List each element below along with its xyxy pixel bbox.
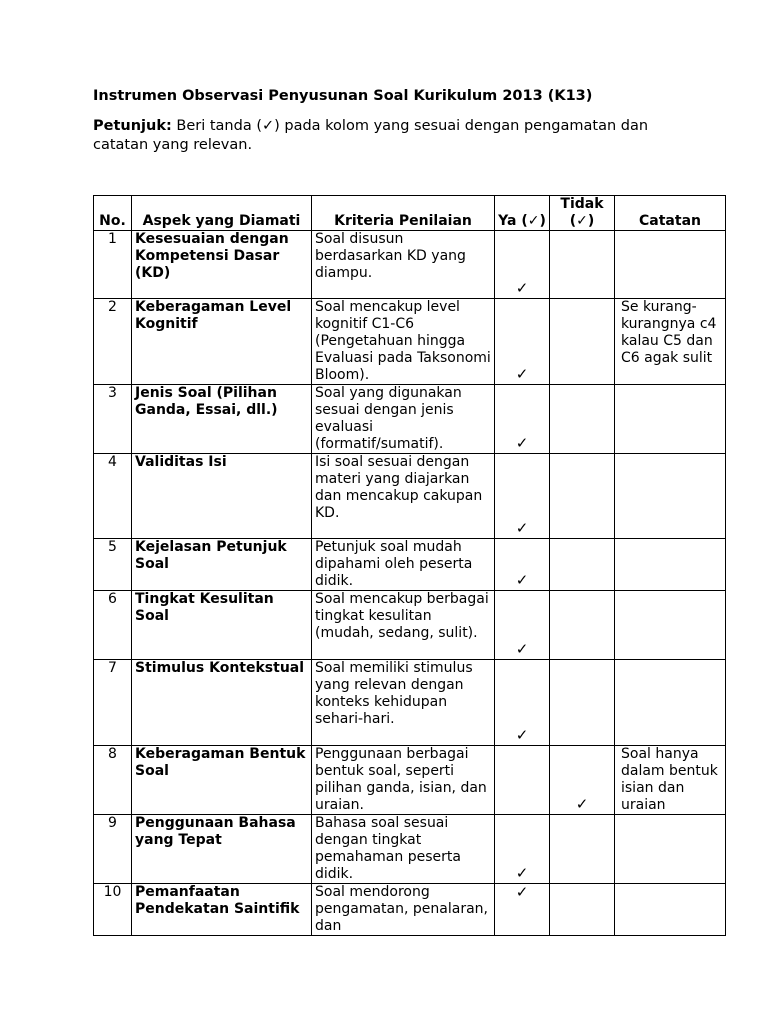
row-catatan: [615, 231, 726, 299]
row-tidak: [550, 385, 615, 454]
table-header-row: [94, 196, 726, 231]
header-catatan: Catatan: [615, 196, 726, 231]
row-kriteria: Bahasa soal sesuai dengan tingkat pemahaman peserta didik.: [312, 815, 495, 884]
check-mark-icon: ✓: [515, 726, 529, 744]
instructions: [93, 117, 693, 155]
row-no: 9: [94, 815, 132, 884]
row-ya: [495, 746, 550, 815]
row-no: 3: [94, 385, 132, 454]
check-mark-icon: ✓: [515, 279, 529, 297]
row-catatan: [615, 884, 726, 936]
row-aspek: Keberagaman Level Kognitif: [132, 299, 312, 385]
row-aspek: Kejelasan Petunjuk Soal: [132, 539, 312, 591]
row-catatan: [615, 660, 726, 746]
check-mark-icon: ✓: [515, 434, 529, 452]
instructions-label: Petunjuk:: [93, 118, 172, 134]
row-catatan: [615, 815, 726, 884]
header-no: No.: [94, 196, 132, 231]
row-aspek: Validitas Isi: [132, 454, 312, 539]
row-no: 1: [94, 231, 132, 299]
row-ya: [495, 299, 550, 385]
check-mark-icon: ✓: [515, 883, 529, 901]
row-ya: [495, 385, 550, 454]
row-aspek: Stimulus Kontekstual: [132, 660, 312, 746]
row-ya: [495, 454, 550, 539]
row-kriteria: Soal mendorong pengamatan, penalaran, dan: [312, 884, 495, 936]
header-ya: Ya (✓): [495, 196, 550, 231]
row-tidak: [550, 591, 615, 660]
table-row: [94, 231, 726, 299]
row-kriteria: Soal yang digunakan sesuai dengan jenis evaluasi (formatif/sumatif).: [312, 385, 495, 454]
row-tidak: [550, 231, 615, 299]
table-row: [94, 660, 726, 746]
table-row: [94, 385, 726, 454]
row-aspek: Jenis Soal (Pilihan Ganda, Essai, dll.): [132, 385, 312, 454]
row-ya: [495, 591, 550, 660]
check-mark-icon: ✓: [515, 519, 529, 537]
row-ya: [495, 815, 550, 884]
row-no: 4: [94, 454, 132, 539]
row-tidak: [550, 660, 615, 746]
header-kriteria: Kriteria Penilaian: [312, 196, 495, 231]
row-catatan: Se kurang-kurangnya c4 kalau C5 dan C6 agak sulit: [615, 299, 726, 385]
row-catatan: [615, 539, 726, 591]
check-mark-icon: ✓: [515, 571, 529, 589]
row-catatan: Soal hanya dalam bentuk isian dan uraian: [615, 746, 726, 815]
check-mark-icon: ✓: [575, 795, 589, 813]
row-no: 10: [94, 884, 132, 936]
table-row: [94, 539, 726, 591]
table-row: [94, 815, 726, 884]
row-tidak: [550, 539, 615, 591]
header-aspek: Aspek yang Diamati: [132, 196, 312, 231]
row-kriteria: Petunjuk soal mudah dipahami oleh peserta didik.: [312, 539, 495, 591]
header-tidak: Tidak (✓): [550, 196, 615, 231]
row-no: 6: [94, 591, 132, 660]
row-tidak: [550, 299, 615, 385]
row-aspek: Pemanfaatan Pendekatan Saintifik: [132, 884, 312, 936]
row-kriteria: Soal disusun berdasarkan KD yang diampu.: [312, 231, 495, 299]
row-kriteria: Soal memiliki stimulus yang relevan dengan konteks kehidupan sehari-hari.: [312, 660, 495, 746]
table-row: [94, 591, 726, 660]
instructions-text: Beri tanda (✓) pada kolom yang sesuai dengan pengamatan dan catatan yang relevan.: [93, 118, 649, 153]
row-kriteria: Isi soal sesuai dengan materi yang diajarkan dan mencakup cakupan KD.: [312, 454, 495, 539]
row-tidak: [550, 454, 615, 539]
row-no: 8: [94, 746, 132, 815]
row-tidak: [550, 746, 615, 815]
row-no: 2: [94, 299, 132, 385]
row-no: 5: [94, 539, 132, 591]
row-ya: [495, 539, 550, 591]
table-row: [94, 454, 726, 539]
row-aspek: Tingkat Kesulitan Soal: [132, 591, 312, 660]
row-kriteria: Soal mencakup berbagai tingkat kesulitan (mudah, sedang, sulit).: [312, 591, 495, 660]
row-kriteria: Soal mencakup level kognitif C1-C6 (Pengetahuan hingga Evaluasi pada Taksonomi Bloom).: [312, 299, 495, 385]
table-row: [94, 746, 726, 815]
row-tidak: [550, 884, 615, 936]
row-ya: [495, 231, 550, 299]
check-mark-icon: ✓: [515, 864, 529, 882]
row-tidak: [550, 815, 615, 884]
document-title: Instrumen Observasi Penyusunan Soal Kurikulum 2013 (K13): [93, 88, 593, 104]
row-ya: [495, 660, 550, 746]
table-row: [94, 884, 726, 936]
row-catatan: [615, 385, 726, 454]
table-row: [94, 299, 726, 385]
row-aspek: Kesesuaian dengan Kompetensi Dasar (KD): [132, 231, 312, 299]
row-catatan: [615, 454, 726, 539]
row-aspek: Keberagaman Bentuk Soal: [132, 746, 312, 815]
row-catatan: [615, 591, 726, 660]
row-kriteria: Penggunaan berbagai bentuk soal, seperti pilihan ganda, isian, dan uraian.: [312, 746, 495, 815]
row-aspek: Penggunaan Bahasa yang Tepat: [132, 815, 312, 884]
observation-table: [93, 195, 726, 936]
row-no: 7: [94, 660, 132, 746]
check-mark-icon: ✓: [515, 365, 529, 383]
check-mark-icon: ✓: [515, 640, 529, 658]
row-ya: [495, 884, 550, 936]
